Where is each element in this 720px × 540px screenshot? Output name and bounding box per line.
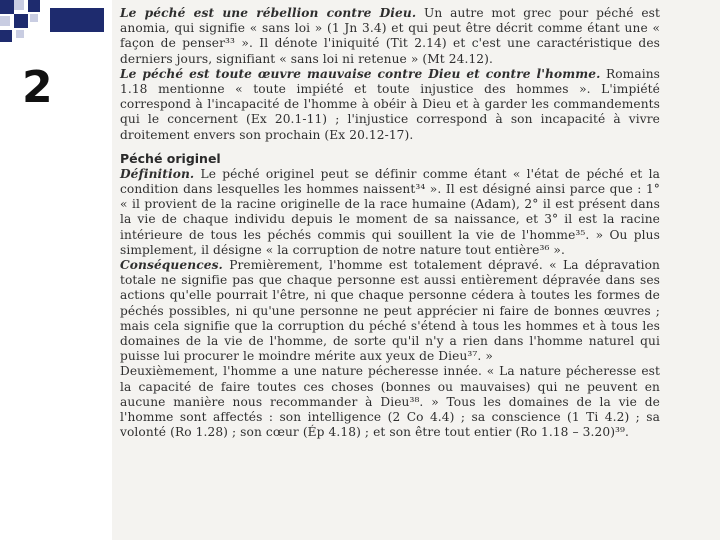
corner-square [14,14,28,28]
corner-square [0,30,12,42]
corner-square [28,0,40,12]
paragraph-rebellion [120,6,660,67]
paragraph-lead: Le péché est une rébellion contre Dieu. [120,6,417,20]
paragraph-text: Premièrement, l'homme est totalement dépravé. « La dépravation totale ne signifie pas que chaque personne est aussi entièrement dépravée dans ses actions qu'elle pourrait l'être, ni que chaque personne cédera à toutes les formes de péchés possibles, ni qu'une personne ne peut apprécier ni faire de bonnes œuvres ; mais cela signifie que la corruption du péché s'étend à tous les hommes et à tous les domaines de la vie de l'homme, de sorte qu'il n'y a rien dans l'homme naturel qui puisse lui procurer le moindre mérite aux yeux de Dieu³⁷. » [120,258,660,364]
paragraph-consequences [120,258,660,364]
corner-square [14,0,24,10]
paragraph-text: Romains 1.18 mentionne « toute impiété et toute injustice des hommes ». L'impiété correspond à l'incapacité de l'homme à obéir à Dieu et à garder les commandements qui le concernent (Ex 20.1-11) ; l'injustice correspond à son incapacité à vivre droitement envers son prochain (Ex 20.12-17). [120,66,660,142]
paragraph-deuxiemement [120,364,660,440]
slide-number: 2 [22,62,53,113]
paragraph-text: Le péché originel peut se définir comme étant « l'état de péché et la condition dans lesquelles les hommes naissent³⁴ ». Il est désigné ainsi parce que : 1° « il provient de la racine originelle de la race humaine (Adam), 2° il est présent dans la vie de chaque individu depuis le moment de sa naissance, et 3° il est la racine intérieure de tous les péchés commis qui souillent la vie de l'homme³⁵. » Ou plus simplement, il désigne « la corruption de notre nature tout entière³⁶ ». [120,166,660,257]
corner-square [50,8,104,32]
paragraph-text: Un autre mot grec pour péché est anomia, qui signifie « sans loi » (1 Jn 3.4) et qui peut être décrit comme étant une « façon de penser³³ ». Il dénote l'iniquité (Tit 2.14) et c'est une caractéristique des derniers jours, signifiant « sans loi ni retenue » (Mt 24.12). [120,6,660,66]
corner-square [0,0,14,14]
paragraph-lead: Le péché est toute œuvre mauvaise contre Dieu et contre l'homme. [120,66,601,81]
paragraph-lead: Conséquences. [120,258,223,273]
corner-square [0,16,10,26]
paragraph-text: Deuxièmement, l'homme a une nature pécheresse innée. « La nature pécheresse est la capacité de faire toutes ces choses (bonnes ou mauvaises) qui ne peuvent en aucune manière nous recommander à Dieu³⁸. » Tous les domaines de la vie de l'homme sont affectés : son intelligence (2 Co 4.4) ; sa conscience (1 Ti 4.2) ; sa volonté (Ro 1.28) ; son cœur (Ép 4.18) ; et son être tout entier (Ro 1.18 – 3.20)³⁹. [120,364,660,440]
paragraph-lead: Définition. [120,166,195,181]
corner-square [16,30,24,38]
scanned-page [112,0,720,540]
paragraph-oeuvre-mauvaise [120,67,660,143]
corner-square [30,14,38,22]
paragraph-definition [120,167,660,258]
corner-decoration [0,0,110,60]
scanned-text-block [120,6,660,440]
section-heading: Péché originel [120,150,221,166]
